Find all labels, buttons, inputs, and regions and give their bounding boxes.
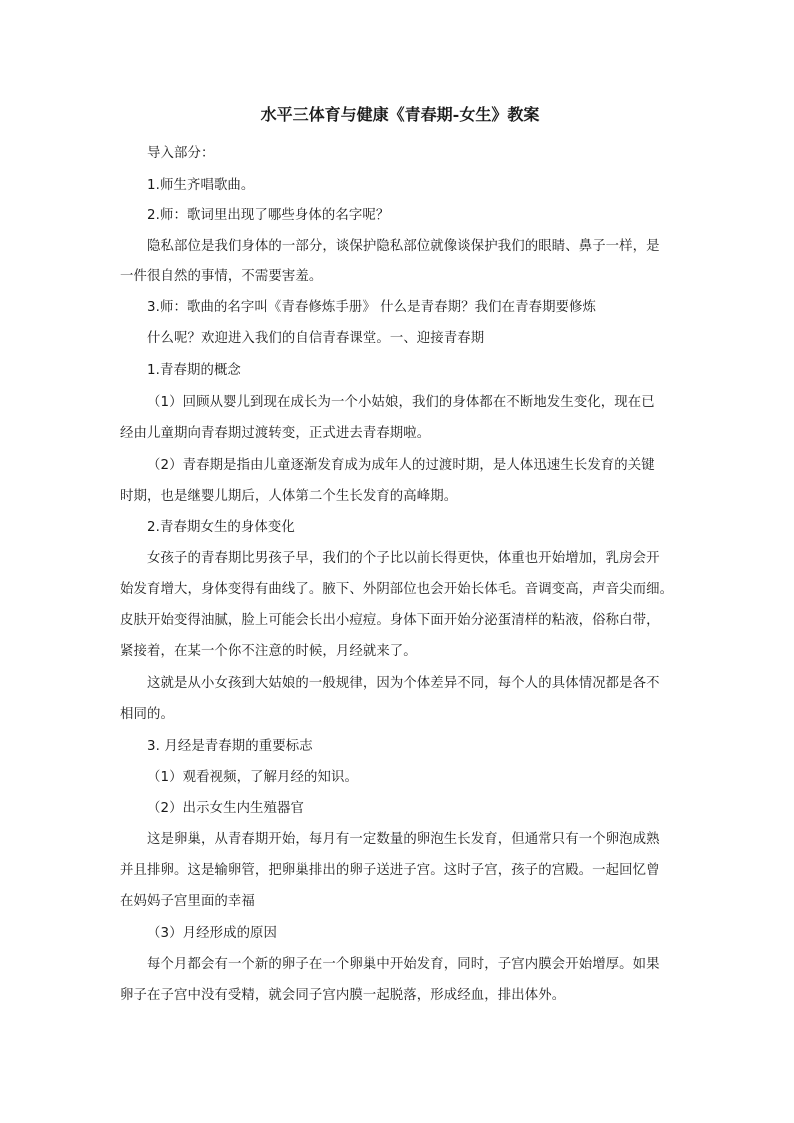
document-title: 水平三体育与健康《青春期-女生》教案	[260, 105, 540, 124]
text-line: 每个月都会有一个新的卵子在一个卵巢中开始发育，同时，子宫内膜会开始增厚。如果	[147, 957, 660, 972]
text-line: 2.青春期女生的身体变化	[147, 520, 295, 535]
text-line: 并且排卵。这是输卵管，把卵巢排出的卵子送进子宫。这时子宫，孩子的宫殿。一起回忆曾	[120, 863, 660, 878]
text-line: 2.师：歌词里出现了哪些身体的名字呢？	[147, 208, 390, 223]
text-line: 一件很自然的事情，不需要害羞。	[120, 269, 323, 284]
text-line: （1）观看视频，了解月经的知识。	[147, 770, 358, 785]
text-line: （2）出示女生内生殖器官	[147, 801, 305, 816]
text-line: 在妈妈子宫里面的幸福	[120, 894, 255, 909]
text-line: 导入部分：	[147, 146, 215, 161]
text-line: 经由儿童期向青春期过渡转变，正式进去青春期啦。	[120, 426, 431, 441]
text-line: 隐私部位是我们身体的一部分，谈保护隐私部位就像谈保护我们的眼睛、鼻子一样，是	[147, 239, 660, 254]
text-line: 相同的。	[120, 707, 174, 722]
text-line: 紧接着，在某一个你不注意的时候，月经就来了。	[120, 644, 417, 659]
text-line: 1.师生齐唱歌曲。	[147, 178, 255, 193]
text-line: 3.师：歌曲的名字叫《青春修炼手册》 什么是青春期？我们在青春期要修炼	[147, 300, 597, 315]
text-line: （1）回顾从婴儿到现在成长为一个小姑娘，我们的身体都在不断地发生变化，现在已	[147, 395, 655, 410]
text-line: （3）月经形成的原因	[147, 926, 278, 941]
text-line: 卵子在子宫中没有受精，就会同子宫内膜一起脱落，形成经血，排出体外。	[120, 988, 566, 1003]
text-line: 皮肤开始变得油腻，脸上可能会长出小痘痘。身体下面开始分泌蛋清样的粘液，俗称白带，	[120, 613, 660, 628]
text-line: 这就是从小女孩到大姑娘的一般规律，因为个体差异不同，每个人的具体情况都是各不	[147, 676, 660, 691]
text-line: （2）青春期是指由儿童逐渐发育成为成年人的过渡时期，是人体迅速生长发育的关键	[147, 458, 655, 473]
text-line: 始发育增大，身体变得有曲线了。腋下、外阴部位也会开始长体毛。音调变高，声音尖而细。	[120, 582, 674, 597]
text-line: 这是卵巢，从青春期开始，每月有一定数量的卵泡生长发育，但通常只有一个卵泡成熟	[147, 832, 660, 847]
text-line: 时期，也是继婴儿期后，人体第二个生长发育的高峰期。	[120, 489, 458, 504]
text-line: 3. 月经是青春期的重要标志	[147, 739, 313, 754]
text-line: 什么呢？欢迎进入我们的自信青春课堂。一、迎接青春期	[147, 331, 485, 346]
text-line: 1.青春期的概念	[147, 363, 241, 378]
text-line: 女孩子的青春期比男孩子早，我们的个子比以前长得更快，体重也开始增加，乳房会开	[147, 551, 660, 566]
